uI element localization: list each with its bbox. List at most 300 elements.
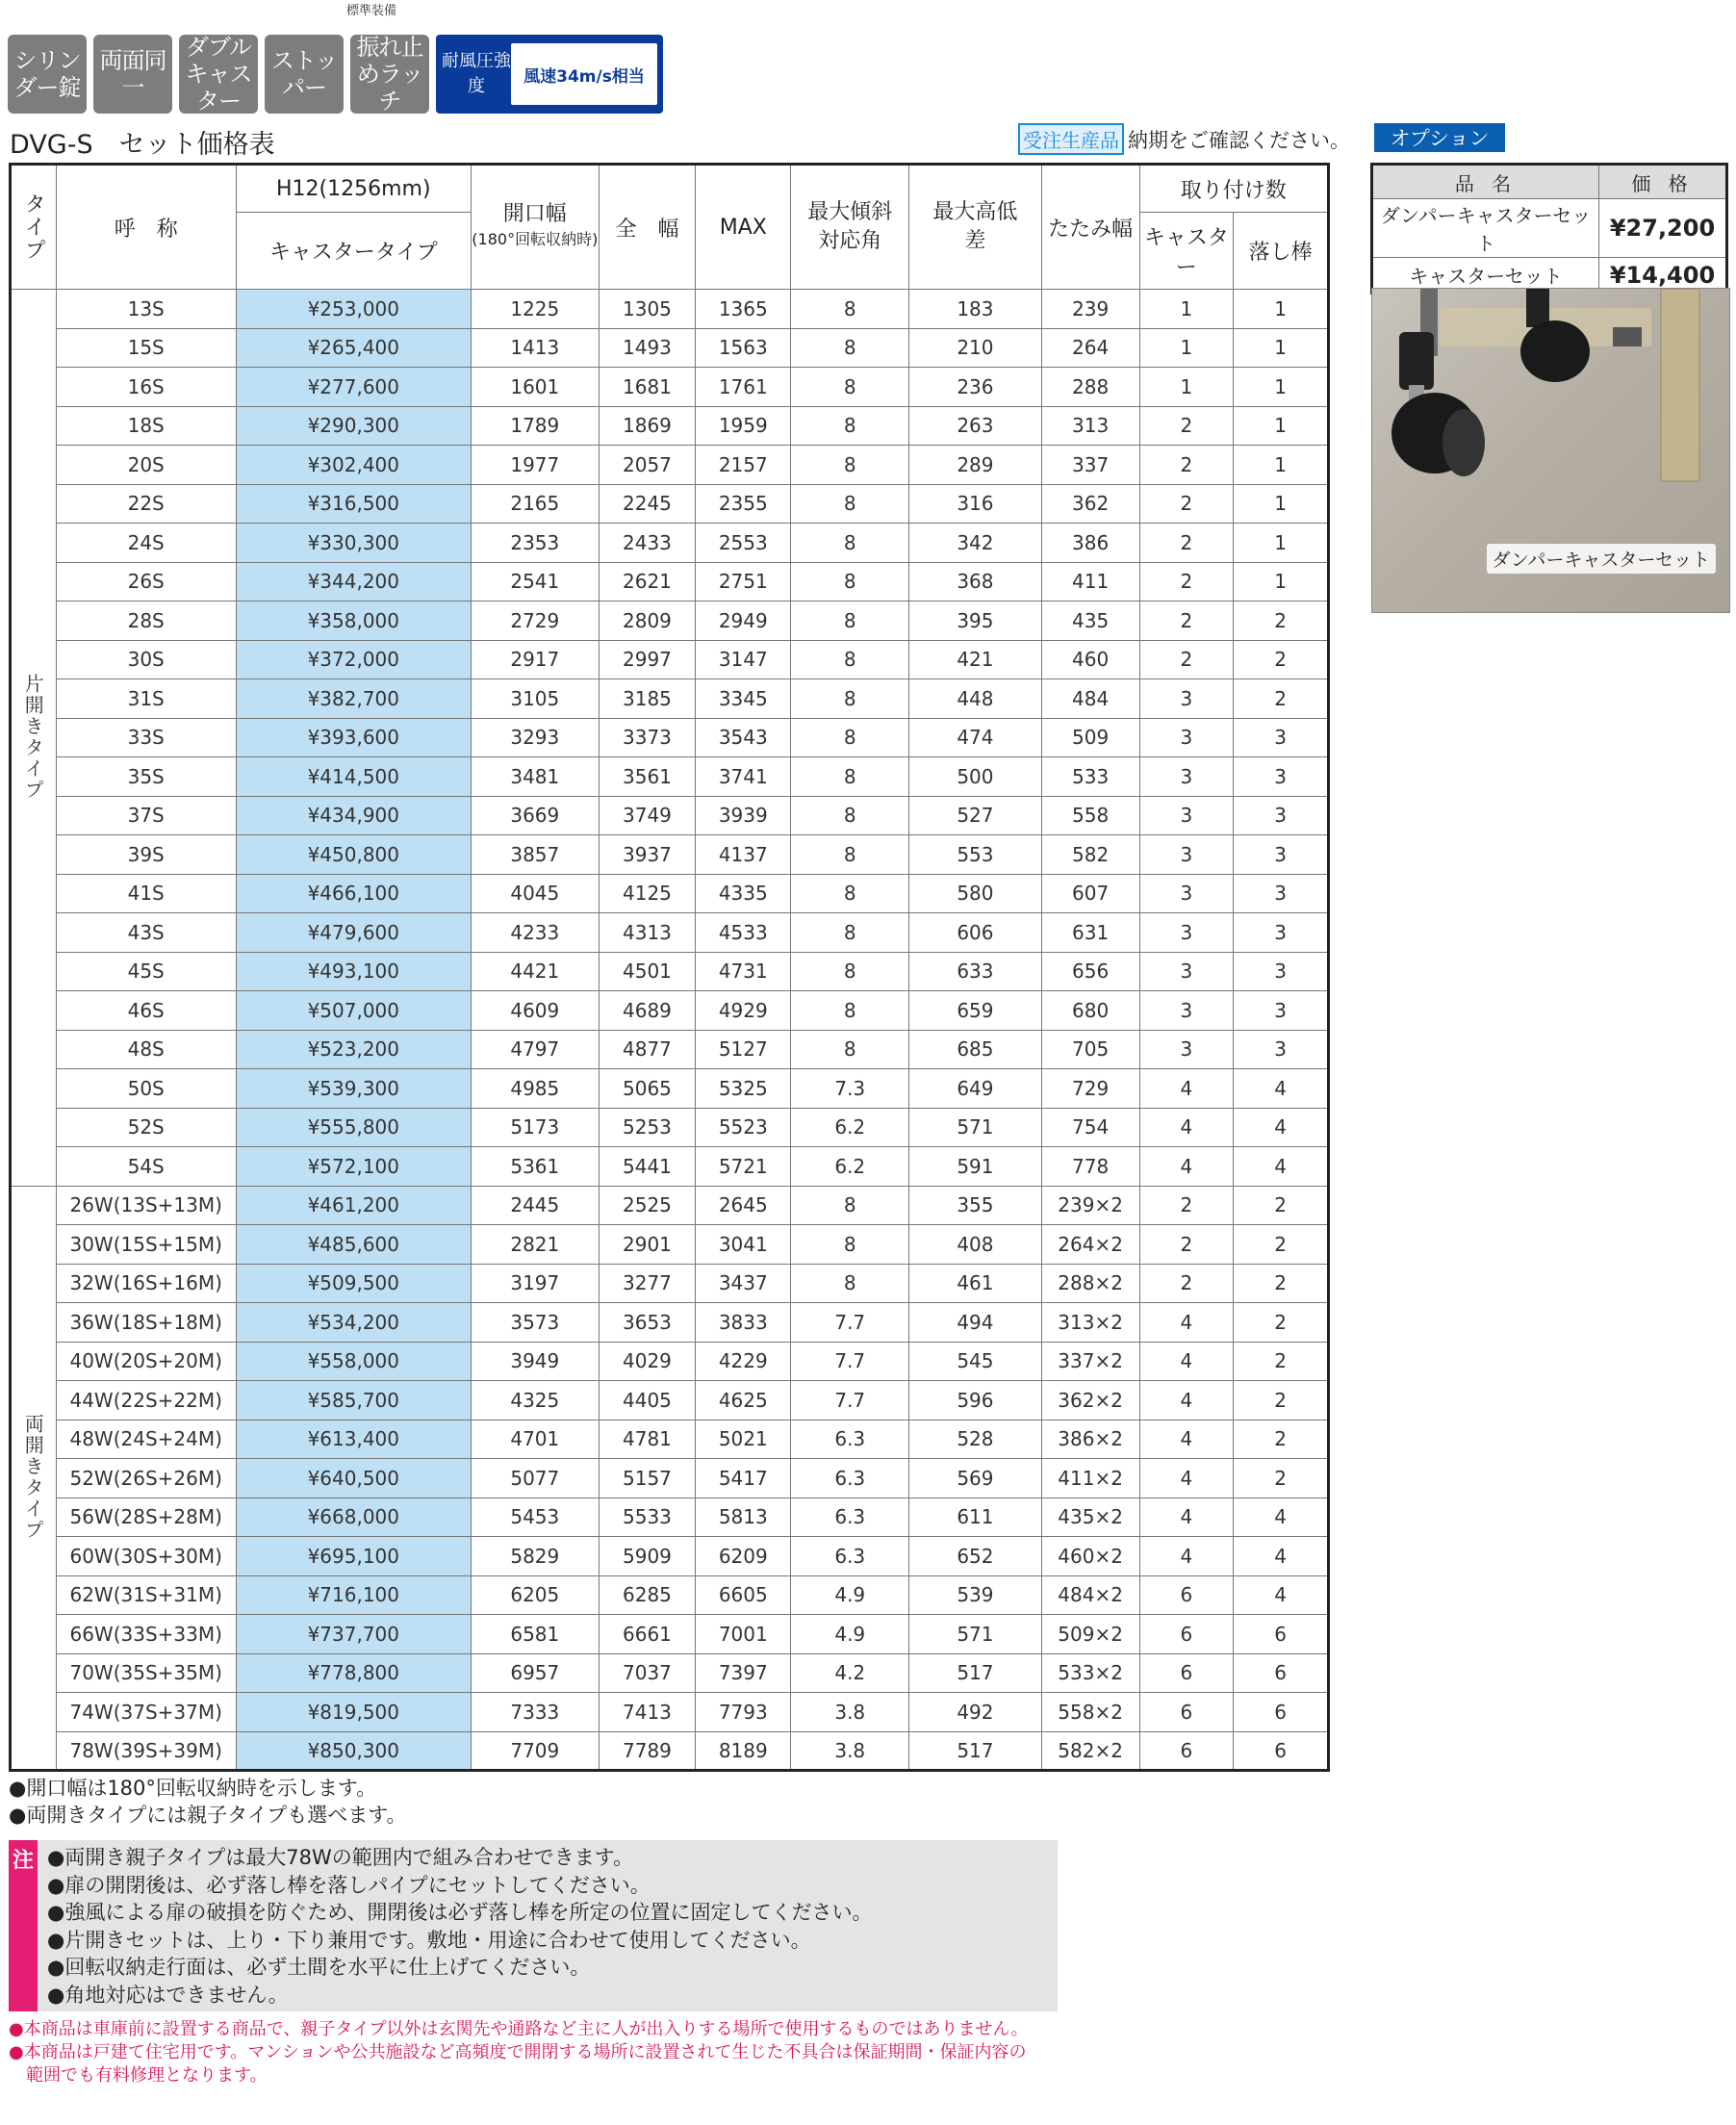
max-angle: 7.7 — [791, 1381, 909, 1421]
price: ¥253,000 — [236, 290, 471, 329]
folded-width: 582×2 — [1041, 1731, 1139, 1771]
header-height-diff: 最大高低差 — [909, 165, 1042, 290]
max-height-diff: 539 — [909, 1575, 1042, 1615]
folded-width: 484×2 — [1041, 1575, 1139, 1615]
table-row — [11, 328, 1329, 368]
total-width: 4029 — [599, 1342, 695, 1381]
model-name: 35S — [56, 757, 236, 797]
drop-rod-count: 4 — [1234, 1147, 1329, 1187]
max-height-diff: 685 — [909, 1030, 1042, 1069]
drop-rod-count: 1 — [1234, 368, 1329, 407]
model-name: 78W(39S+39M) — [56, 1731, 236, 1771]
table-row — [11, 1575, 1329, 1615]
model-name: 24S — [56, 524, 236, 563]
caster-count: 2 — [1139, 602, 1234, 641]
price: ¥493,100 — [236, 952, 471, 991]
caster-count: 3 — [1139, 913, 1234, 953]
max-width: 1563 — [696, 328, 791, 368]
opening-width: 5361 — [471, 1147, 599, 1187]
price: ¥434,900 — [236, 796, 471, 835]
caster-count: 4 — [1139, 1303, 1234, 1343]
warning-notes — [9, 2018, 1029, 2087]
table-row — [11, 1225, 1329, 1265]
table-row — [11, 796, 1329, 835]
drop-rod-count: 2 — [1234, 1186, 1329, 1225]
header-caster: キャスター — [1139, 213, 1234, 290]
folded-width: 754 — [1041, 1108, 1139, 1147]
max-height-diff: 606 — [909, 913, 1042, 953]
folded-width: 460×2 — [1041, 1537, 1139, 1576]
model-name: 66W(33S+33M) — [56, 1615, 236, 1654]
caution-item: ●扉の開閉後は、必ず落し棒を落しパイプにセットしてください。 — [47, 1873, 651, 1897]
type-label: 片開きタイプ — [11, 290, 57, 1187]
drop-rod-count: 1 — [1234, 446, 1329, 485]
price: ¥382,700 — [236, 679, 471, 719]
max-width: 5021 — [696, 1420, 791, 1459]
total-width: 3749 — [599, 796, 695, 835]
max-height-diff: 553 — [909, 835, 1042, 875]
note-1: ●開口幅は180°回転収納時を示します。 — [9, 1777, 377, 1800]
table-row — [11, 1147, 1329, 1187]
opening-width: 1977 — [471, 446, 599, 485]
table-row — [11, 1653, 1329, 1693]
max-width: 7001 — [696, 1615, 791, 1654]
wind-label: 耐風圧強度 — [442, 51, 511, 96]
drop-rod-count: 4 — [1234, 1537, 1329, 1576]
header-total: 全 幅 — [599, 165, 695, 290]
standard-equipment-label: 標準装備 — [346, 4, 397, 18]
caution-list — [47, 1844, 872, 2009]
model-name: 26W(13S+13M) — [56, 1186, 236, 1225]
max-width: 3741 — [696, 757, 791, 797]
header-folded: たたみ幅 — [1041, 165, 1139, 290]
wind-value: 風速34m/s相当 — [511, 43, 657, 105]
max-angle: 8 — [791, 757, 909, 797]
caster-count: 4 — [1139, 1537, 1234, 1576]
model-name: 45S — [56, 952, 236, 991]
max-angle: 8 — [791, 328, 909, 368]
max-width: 2157 — [696, 446, 791, 485]
max-angle: 8 — [791, 1186, 909, 1225]
opening-width: 2445 — [471, 1186, 599, 1225]
total-width: 4125 — [599, 874, 695, 913]
price: ¥555,800 — [236, 1108, 471, 1147]
price: ¥507,000 — [236, 991, 471, 1031]
caster-count: 2 — [1139, 1264, 1234, 1303]
header-type: タイプ — [11, 165, 57, 290]
opening-width: 3573 — [471, 1303, 599, 1343]
folded-width: 288×2 — [1041, 1264, 1139, 1303]
price: ¥668,000 — [236, 1498, 471, 1537]
notes — [9, 1775, 407, 1829]
max-height-diff: 408 — [909, 1225, 1042, 1265]
max-width: 5721 — [696, 1147, 791, 1187]
opening-width: 7333 — [471, 1693, 599, 1732]
max-angle: 4.2 — [791, 1653, 909, 1693]
model-name: 43S — [56, 913, 236, 953]
max-height-diff: 448 — [909, 679, 1042, 719]
max-height-diff: 580 — [909, 874, 1042, 913]
caution-item: ●角地対応はできません。 — [47, 1983, 289, 2007]
max-height-diff: 545 — [909, 1342, 1042, 1381]
model-name: 41S — [56, 874, 236, 913]
max-height-diff: 289 — [909, 446, 1042, 485]
total-width: 5533 — [599, 1498, 695, 1537]
model-name: 13S — [56, 290, 236, 329]
max-width: 4533 — [696, 913, 791, 953]
price: ¥572,100 — [236, 1147, 471, 1187]
drop-rod-count: 1 — [1234, 524, 1329, 563]
folded-width: 558×2 — [1041, 1693, 1139, 1732]
max-width: 2553 — [696, 524, 791, 563]
opening-width: 2353 — [471, 524, 599, 563]
max-height-diff: 210 — [909, 328, 1042, 368]
model-name: 40W(20S+20M) — [56, 1342, 236, 1381]
total-width: 2621 — [599, 562, 695, 602]
model-name: 74W(37S+37M) — [56, 1693, 236, 1732]
caster-count: 2 — [1139, 524, 1234, 563]
caster-count: 2 — [1139, 484, 1234, 524]
opening-width: 6581 — [471, 1615, 599, 1654]
total-width: 5157 — [599, 1459, 695, 1498]
total-width: 2245 — [599, 484, 695, 524]
max-angle: 3.8 — [791, 1731, 909, 1771]
model-name: 16S — [56, 368, 236, 407]
model-name: 15S — [56, 328, 236, 368]
folded-width: 411×2 — [1041, 1459, 1139, 1498]
caster-count: 6 — [1139, 1693, 1234, 1732]
total-width: 3185 — [599, 679, 695, 719]
max-width: 5813 — [696, 1498, 791, 1537]
drop-rod-count: 3 — [1234, 991, 1329, 1031]
drop-rod-count: 2 — [1234, 602, 1329, 641]
drop-rod-count: 2 — [1234, 640, 1329, 679]
opening-width: 4985 — [471, 1069, 599, 1109]
folded-width: 509 — [1041, 718, 1139, 757]
table-row — [11, 446, 1329, 485]
opening-width: 3197 — [471, 1264, 599, 1303]
total-width: 1681 — [599, 368, 695, 407]
max-height-diff: 571 — [909, 1108, 1042, 1147]
folded-width: 386×2 — [1041, 1420, 1139, 1459]
caster-count: 3 — [1139, 952, 1234, 991]
table-row — [11, 874, 1329, 913]
caution-item: ●強風による扉の破損を防ぐため、開閉後は必ず落し棒を所定の位置に固定してください。 — [47, 1901, 873, 1924]
max-angle: 8 — [791, 640, 909, 679]
table-row — [11, 991, 1329, 1031]
max-angle: 8 — [791, 1225, 909, 1265]
drop-rod-count: 4 — [1234, 1108, 1329, 1147]
folded-width: 607 — [1041, 874, 1139, 913]
price: ¥485,600 — [236, 1225, 471, 1265]
price-table — [9, 163, 1330, 1772]
badge-latch: 振れ止めラッチ — [350, 35, 429, 114]
max-width: 2751 — [696, 562, 791, 602]
max-width: 5325 — [696, 1069, 791, 1109]
total-width: 5065 — [599, 1069, 695, 1109]
max-height-diff: 355 — [909, 1186, 1042, 1225]
max-angle: 8 — [791, 679, 909, 719]
drop-rod-count: 3 — [1234, 835, 1329, 875]
model-name: 20S — [56, 446, 236, 485]
folded-width: 656 — [1041, 952, 1139, 991]
max-angle: 8 — [791, 368, 909, 407]
max-angle: 6.2 — [791, 1147, 909, 1187]
price: ¥358,000 — [236, 602, 471, 641]
max-width: 1365 — [696, 290, 791, 329]
total-width: 2809 — [599, 602, 695, 641]
model-name: 60W(30S+30M) — [56, 1537, 236, 1576]
max-angle: 8 — [791, 1030, 909, 1069]
folded-width: 313×2 — [1041, 1303, 1139, 1343]
drop-rod-count: 2 — [1234, 1381, 1329, 1421]
total-width: 3937 — [599, 835, 695, 875]
max-height-diff: 395 — [909, 602, 1042, 641]
max-angle: 3.8 — [791, 1693, 909, 1732]
max-height-diff: 368 — [909, 562, 1042, 602]
damper-caster-photo — [1371, 288, 1730, 613]
table-row — [11, 679, 1329, 719]
max-width: 4229 — [696, 1342, 791, 1381]
max-width: 5127 — [696, 1030, 791, 1069]
drop-rod-count: 6 — [1234, 1731, 1329, 1771]
drop-rod-count: 6 — [1234, 1615, 1329, 1654]
folded-width: 435 — [1041, 602, 1139, 641]
total-width: 5441 — [599, 1147, 695, 1187]
price: ¥640,500 — [236, 1459, 471, 1498]
max-height-diff: 342 — [909, 524, 1042, 563]
folded-width: 264×2 — [1041, 1225, 1139, 1265]
total-width: 6285 — [599, 1575, 695, 1615]
max-angle: 8 — [791, 796, 909, 835]
max-angle: 8 — [791, 991, 909, 1031]
badge-both-sides: 両面同一 — [93, 35, 172, 114]
caster-count: 4 — [1139, 1342, 1234, 1381]
max-height-diff: 571 — [909, 1615, 1042, 1654]
total-width: 1305 — [599, 290, 695, 329]
drop-rod-count: 6 — [1234, 1653, 1329, 1693]
folded-width: 680 — [1041, 991, 1139, 1031]
table-row — [11, 835, 1329, 875]
price: ¥330,300 — [236, 524, 471, 563]
table-row — [11, 1537, 1329, 1576]
opening-width: 3481 — [471, 757, 599, 797]
folded-width: 582 — [1041, 835, 1139, 875]
table-row — [11, 640, 1329, 679]
model-name: 36W(18S+18M) — [56, 1303, 236, 1343]
folded-width: 435×2 — [1041, 1498, 1139, 1537]
drop-rod-count: 1 — [1234, 290, 1329, 329]
warning-note: ●本商品は車庫前に設置する商品で、親子タイプ以外は玄関先や通路など主に人が出入りする場所で使用するものではありません。 — [9, 2019, 1029, 2039]
table-row — [11, 1693, 1329, 1732]
opening-width: 4609 — [471, 991, 599, 1031]
max-angle: 6.3 — [791, 1459, 909, 1498]
drop-rod-count: 2 — [1234, 1459, 1329, 1498]
max-height-diff: 527 — [909, 796, 1042, 835]
caster-count: 4 — [1139, 1108, 1234, 1147]
total-width: 2057 — [599, 446, 695, 485]
folded-width: 558 — [1041, 796, 1139, 835]
caster-count: 3 — [1139, 874, 1234, 913]
price: ¥539,300 — [236, 1069, 471, 1109]
price: ¥414,500 — [236, 757, 471, 797]
max-width: 1761 — [696, 368, 791, 407]
model-name: 33S — [56, 718, 236, 757]
table-row — [11, 1420, 1329, 1459]
option-header-name: 品 名 — [1372, 165, 1599, 199]
folded-width: 631 — [1041, 913, 1139, 953]
opening-width: 6957 — [471, 1653, 599, 1693]
max-height-diff: 517 — [909, 1731, 1042, 1771]
drop-rod-count: 3 — [1234, 796, 1329, 835]
opening-width: 1789 — [471, 406, 599, 446]
header-opening: 開口幅 (180°回転収納時) — [471, 165, 599, 290]
caster-count: 2 — [1139, 1225, 1234, 1265]
price: ¥461,200 — [236, 1186, 471, 1225]
max-width: 5523 — [696, 1108, 791, 1147]
drop-rod-count: 1 — [1234, 562, 1329, 602]
price: ¥716,100 — [236, 1575, 471, 1615]
caster-count: 2 — [1139, 640, 1234, 679]
max-angle: 6.2 — [791, 1108, 909, 1147]
max-width: 7397 — [696, 1653, 791, 1693]
max-angle: 8 — [791, 524, 909, 563]
badge-cylinder-lock: シリンダー錠 — [8, 35, 87, 114]
caster-count: 4 — [1139, 1147, 1234, 1187]
drop-rod-count: 3 — [1234, 1030, 1329, 1069]
drop-rod-count: 1 — [1234, 484, 1329, 524]
table-row — [11, 562, 1329, 602]
price: ¥450,800 — [236, 835, 471, 875]
max-angle: 7.7 — [791, 1342, 909, 1381]
model-name: 31S — [56, 679, 236, 719]
max-height-diff: 474 — [909, 718, 1042, 757]
max-angle: 8 — [791, 602, 909, 641]
max-width: 7793 — [696, 1693, 791, 1732]
price: ¥316,500 — [236, 484, 471, 524]
price: ¥850,300 — [236, 1731, 471, 1771]
caster-count: 3 — [1139, 679, 1234, 719]
max-height-diff: 494 — [909, 1303, 1042, 1343]
drop-rod-count: 3 — [1234, 718, 1329, 757]
order-note-text: 納期をご確認ください。 — [1128, 128, 1350, 152]
opening-width: 2821 — [471, 1225, 599, 1265]
wind-resistance-badge — [436, 35, 663, 114]
opening-width: 3669 — [471, 796, 599, 835]
feature-badges — [8, 13, 663, 114]
total-width: 4313 — [599, 913, 695, 953]
header-h12: H12(1256mm) — [236, 165, 471, 213]
price: ¥509,500 — [236, 1264, 471, 1303]
folded-width: 386 — [1041, 524, 1139, 563]
table-row — [11, 406, 1329, 446]
opening-width: 1601 — [471, 368, 599, 407]
price: ¥613,400 — [236, 1420, 471, 1459]
max-height-diff: 591 — [909, 1147, 1042, 1187]
drop-rod-count: 4 — [1234, 1575, 1329, 1615]
caster-count: 6 — [1139, 1731, 1234, 1771]
table-row — [11, 1381, 1329, 1421]
model-name: 22S — [56, 484, 236, 524]
model-name: 48S — [56, 1030, 236, 1069]
opening-width: 2917 — [471, 640, 599, 679]
max-height-diff: 596 — [909, 1381, 1042, 1421]
type-label: 両開きタイプ — [11, 1186, 57, 1771]
max-width: 3833 — [696, 1303, 791, 1343]
opening-width: 5173 — [471, 1108, 599, 1147]
opening-width: 2541 — [471, 562, 599, 602]
max-height-diff: 517 — [909, 1653, 1042, 1693]
header-caster-type: キャスタータイプ — [236, 213, 471, 290]
model-name: 28S — [56, 602, 236, 641]
max-width: 3147 — [696, 640, 791, 679]
caution-item: ●両開き親子タイプは最大78Wの範囲内で組み合わせできます。 — [47, 1846, 634, 1869]
max-width: 3345 — [696, 679, 791, 719]
folded-width: 288 — [1041, 368, 1139, 407]
folded-width: 778 — [1041, 1147, 1139, 1187]
caution-item: ●片開きセットは、上り・下り兼用です。敷地・用途に合わせて使用してください。 — [47, 1928, 811, 1952]
drop-rod-count: 2 — [1234, 1264, 1329, 1303]
folded-width: 533×2 — [1041, 1653, 1139, 1693]
model-name: 50S — [56, 1069, 236, 1109]
table-row — [11, 1030, 1329, 1069]
total-width: 4877 — [599, 1030, 695, 1069]
max-height-diff: 316 — [909, 484, 1042, 524]
table-row — [11, 1731, 1329, 1771]
max-width: 2355 — [696, 484, 791, 524]
table-row — [11, 718, 1329, 757]
max-angle: 8 — [791, 406, 909, 446]
total-width: 5253 — [599, 1108, 695, 1147]
table-row — [11, 952, 1329, 991]
caution-box — [9, 1840, 1058, 2011]
opening-width: 1225 — [471, 290, 599, 329]
option-item-name: キャスターセット — [1372, 258, 1599, 294]
caster-count: 4 — [1139, 1459, 1234, 1498]
price: ¥585,700 — [236, 1381, 471, 1421]
page-title: DVG-S セット価格表 — [10, 130, 275, 160]
folded-width: 533 — [1041, 757, 1139, 797]
table-row — [11, 913, 1329, 953]
table-row — [11, 368, 1329, 407]
max-width: 2645 — [696, 1186, 791, 1225]
model-name: 52S — [56, 1108, 236, 1147]
badge-double-caster: ダブルキャスター — [179, 35, 258, 114]
caster-count: 2 — [1139, 562, 1234, 602]
total-width: 4405 — [599, 1381, 695, 1421]
folded-width: 411 — [1041, 562, 1139, 602]
drop-rod-count: 4 — [1234, 1069, 1329, 1109]
caster-count: 1 — [1139, 368, 1234, 407]
total-width: 2525 — [599, 1186, 695, 1225]
max-angle: 6.3 — [791, 1420, 909, 1459]
drop-rod-count: 2 — [1234, 1420, 1329, 1459]
max-height-diff: 652 — [909, 1537, 1042, 1576]
total-width: 5909 — [599, 1537, 695, 1576]
total-width: 3373 — [599, 718, 695, 757]
model-name: 30W(15S+15M) — [56, 1225, 236, 1265]
badge-stopper: ストッパー — [265, 35, 344, 114]
max-angle: 8 — [791, 562, 909, 602]
drop-rod-count: 2 — [1234, 679, 1329, 719]
max-height-diff: 461 — [909, 1264, 1042, 1303]
header-drop: 落し棒 — [1234, 213, 1329, 290]
price: ¥695,100 — [236, 1537, 471, 1576]
price: ¥466,100 — [236, 874, 471, 913]
opening-width: 3293 — [471, 718, 599, 757]
caster-count: 4 — [1139, 1420, 1234, 1459]
total-width: 2433 — [599, 524, 695, 563]
